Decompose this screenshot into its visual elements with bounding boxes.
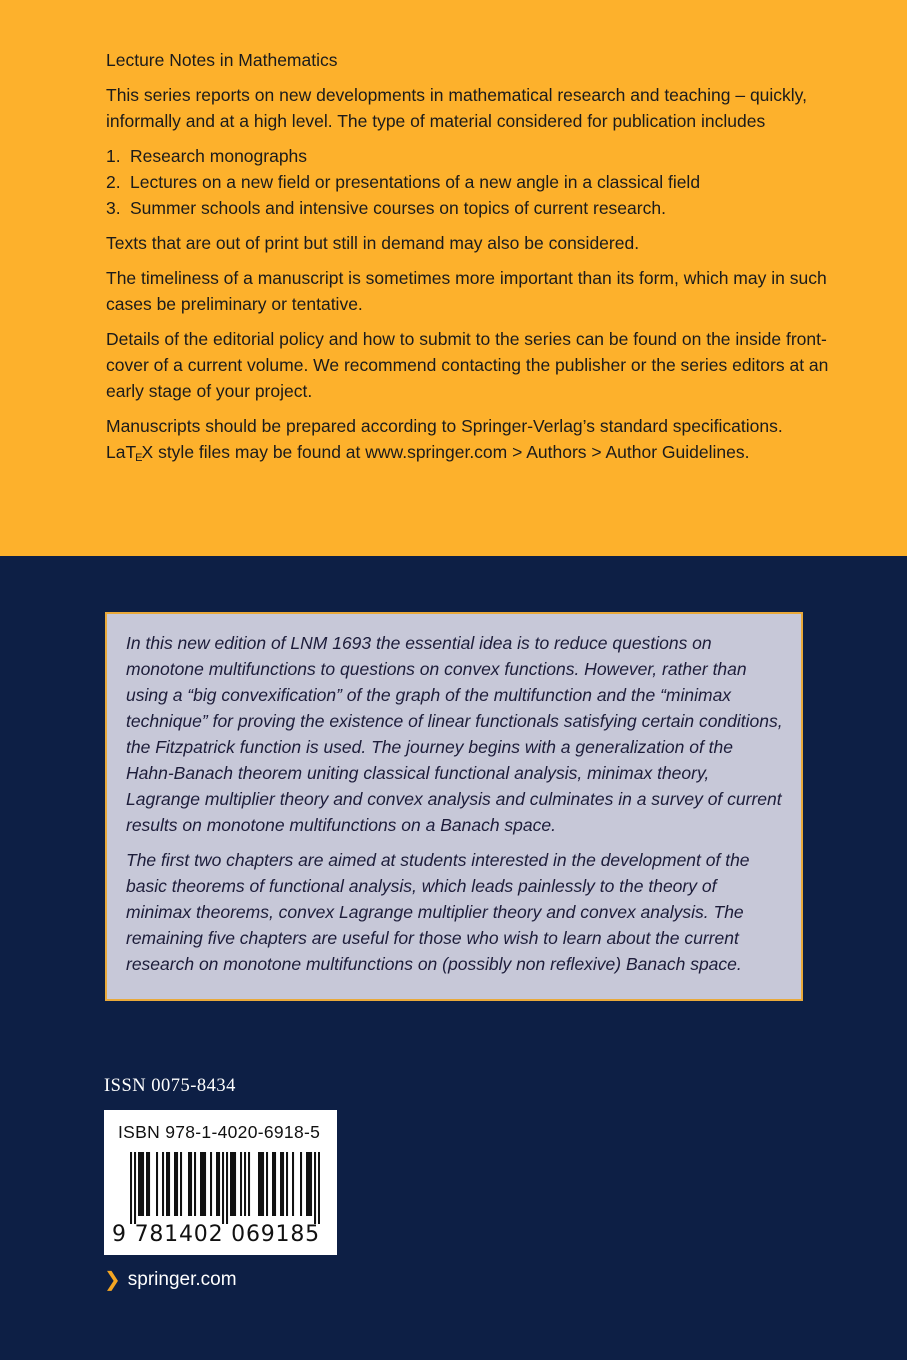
list-number: 2. [106,172,121,192]
barcode-bar [130,1152,132,1224]
book-abstract [105,612,803,1001]
list-item [106,143,866,169]
barcode-bar [202,1152,204,1216]
barcode-bar [148,1152,150,1216]
abstract-paragraph-1: In this new edition of LNM 1693 the essential idea is to reduce questions on monotone multifunctions to questions on convex functions. However, rather than using a “big convexification” of the graph of the multifunction and the “minimax technique” for proving the existence of linear functionals satisfying certain conditions, the Fitzpatrick function is used. The journey begins with a generalization of the Hahn-Banach theorem uniting classical functional analysis, minimax theory, Lagrange multiplier theory and convex analysis and culminates in a survey of current results on monotone multifunctions on a Banach space. [126,633,783,835]
list-item [106,195,866,221]
abstract-paragraph-2: The first two chapters are aimed at students interested in the development of the basic theorems of functional analysis, which leads painlessly to the theory of minimax theorems, convex Lagrange multiplier theory and convex analysis. The remaining five chapters are useful for those who wish to learn about the current research on monotone multifunctions on (possibly non reflexive) Banach space. [126,850,750,974]
barcode-digits: 9 781402 069185 [112,1222,320,1247]
barcode-bar [226,1152,228,1224]
style-files-text: style files may be found at www.springer.com > Authors > Author Guidelines. [153,442,750,462]
barcode-bar [166,1152,168,1216]
barcode-bar [218,1152,220,1216]
barcode-bar [168,1152,170,1216]
manuscript-specs: Manuscripts should be prepared according to Springer-Verlag’s standard specifications. [106,416,783,436]
barcode-bar [310,1152,312,1216]
list-text: Lectures on a new field or presentations of a new angle in a classical field [130,172,701,192]
series-intro: This series reports on new developments in mathematical research and teaching – quickly, informally and at a high level. The type of material considered for publication includes [106,85,807,131]
barcode-bar [240,1152,242,1216]
barcode-bar [272,1152,274,1216]
timeliness-note: The timeliness of a manuscript is sometimes more important than its form, which may in such cases be preliminary or tentative. [106,268,827,314]
barcode-bar [260,1152,262,1216]
barcode-bar [300,1152,302,1216]
barcode-image [130,1152,320,1224]
barcode-bar [188,1152,190,1216]
barcode-bar [222,1152,224,1224]
list-text: Research monographs [130,146,308,166]
barcode-bar [204,1152,206,1216]
barcode-bar [318,1152,320,1224]
barcode-bar [262,1152,264,1216]
barcode-bar [292,1152,294,1216]
barcode-bar [306,1152,308,1216]
barcode-bar [156,1152,158,1216]
barcode-bar [174,1152,176,1216]
editorial-policy-note: Details of the editorial policy and how to submit to the series can be found on the inside front-cover of a current volume. We recommend contacting the publisher or the series editors at an early stage of your project. [106,329,829,401]
material-list [106,143,866,221]
issn-label: ISSN 0075-8434 [104,1076,236,1096]
chevron-right-icon: ❯ [104,1269,121,1291]
springer-link[interactable] [104,1267,237,1292]
barcode-bar [314,1152,316,1224]
latex-logo: LaTEX [106,442,154,464]
barcode-bar [258,1152,260,1216]
barcode-bar [190,1152,192,1216]
barcode-bar [134,1152,136,1224]
series-description [106,47,866,477]
barcode-bar [244,1152,246,1216]
barcode-bar [194,1152,196,1216]
barcode-bar [146,1152,148,1216]
barcode-bar [234,1152,236,1216]
series-info-panel [0,0,907,556]
barcode-bar [216,1152,218,1216]
barcode-bar [140,1152,142,1216]
barcode-bar [230,1152,232,1216]
barcode-bar [248,1152,250,1216]
list-text: Summer schools and intensive courses on topics of current research. [130,198,666,218]
barcode-bar [138,1152,140,1216]
barcode-bar [286,1152,288,1216]
barcode-bar [266,1152,268,1216]
barcode-bar [200,1152,202,1216]
list-item [106,169,866,195]
list-number: 3. [106,198,121,218]
barcode-bar [232,1152,234,1216]
barcode-bar [180,1152,182,1216]
barcode-bar [162,1152,164,1216]
manuscript-guidelines [106,413,866,468]
out-of-print-note: Texts that are out of print but still in demand may also be considered. [106,233,640,253]
barcode-bar [282,1152,284,1216]
barcode-bar [142,1152,144,1216]
isbn-label: ISBN 978-1-4020-6918-5 [118,1122,321,1142]
barcode-bar [176,1152,178,1216]
series-title: Lecture Notes in Mathematics [106,50,338,70]
list-number: 1. [106,146,121,166]
isbn-barcode-block [104,1110,337,1255]
barcode-bar [308,1152,310,1216]
barcode-bar [280,1152,282,1216]
barcode-bar [274,1152,276,1216]
barcode-bar [210,1152,212,1216]
springer-url: springer.com [127,1268,237,1290]
